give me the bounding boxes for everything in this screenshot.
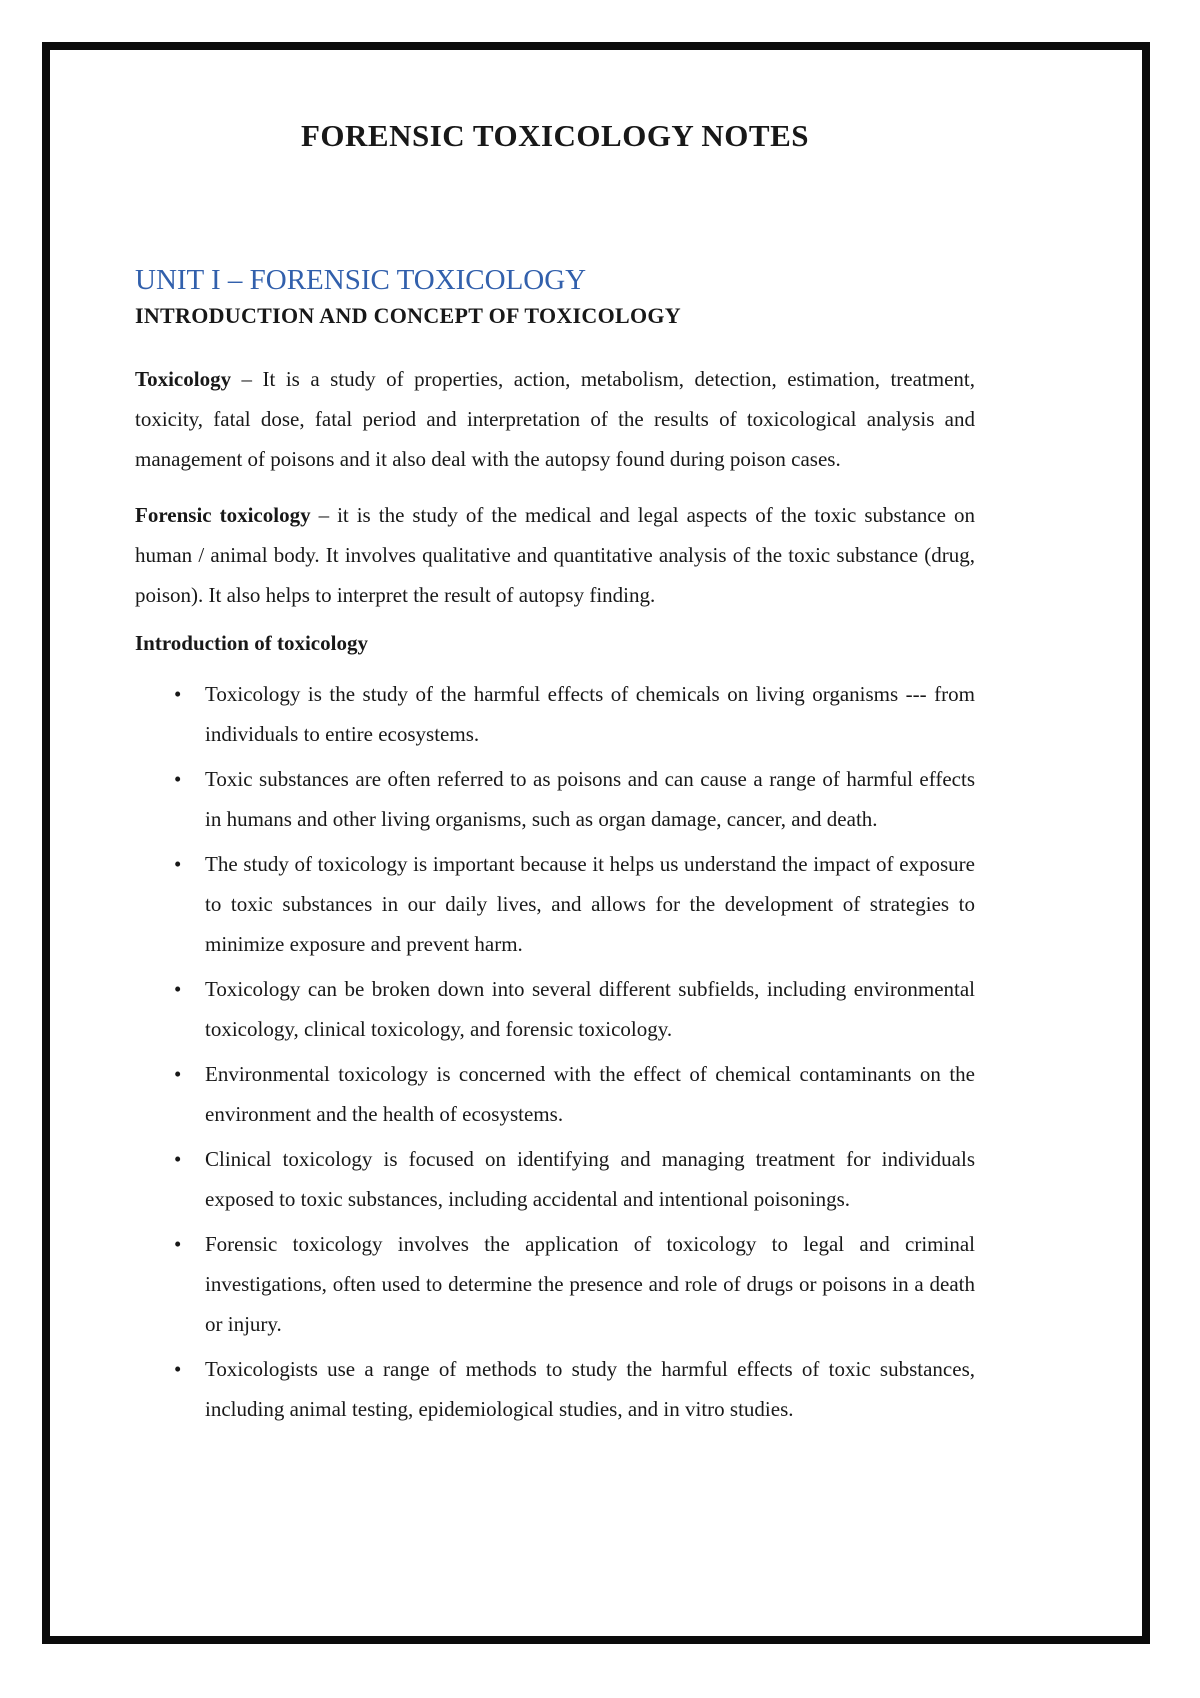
list-item-text: Toxic substances are often referred to as poisons and can cause a range of harmful effects in humans and other living organisms, such as organ damage, cancer, and death. [205,767,975,831]
section-heading-introduction-of-toxicology: Introduction of toxicology [135,631,368,655]
bullet-icon: • [174,1357,182,1381]
bullet-icon: • [174,977,182,1001]
list-item-text: Toxicology can be broken down into several different subfields, including environmental toxicology, clinical toxicology, and forensic toxicology. [205,977,975,1041]
unit-heading: UNIT I – FORENSIC TOXICOLOGY [135,264,587,296]
paragraph-lead-forensic-toxicology: Forensic toxicology [135,503,311,527]
paragraph-forensic-toxicology-definition [135,495,975,615]
bullet-icon: • [174,682,182,706]
bullet-icon: • [174,767,182,791]
list-item-text: Forensic toxicology involves the application of toxicology to legal and criminal investigations, often used to determine the presence and role of drugs or poisons in a death or injury. [205,1232,975,1336]
list-item [174,674,975,754]
document-page [135,118,975,1434]
list-item [174,844,975,964]
paragraph-lead-toxicology: Toxicology [135,367,232,391]
list-item [174,969,975,1049]
list-item [174,1054,975,1134]
paragraph-body-toxicology: – It is a study of properties, action, metabolism, detection, estimation, treatment, toxicity, fatal dose, fatal period and interpretation of the results of toxicological analysis and management of poisons and it also deal with the autopsy found during poison cases. [135,367,975,471]
paragraph-toxicology-definition [135,359,975,479]
paragraph-body-forensic-toxicology: – it is the study of the medical and legal aspects of the toxic substance on human / animal body. It involves qualitative and quantitative analysis of the toxic substance (drug, poison). It also helps to interpret the result of autopsy finding. [135,503,975,607]
list-item [174,759,975,839]
intro-subheading: INTRODUCTION AND CONCEPT OF TOXICOLOGY [135,303,681,328]
list-item-text: Toxicology is the study of the harmful effects of chemicals on living organisms --- from individuals to entire ecosystems. [205,682,975,746]
page-title: FORENSIC TOXICOLOGY NOTES [300,118,810,153]
list-item-text: Clinical toxicology is focused on identifying and managing treatment for individuals exposed to toxic substances, including accidental and intentional poisonings. [205,1147,975,1211]
list-item [174,1349,975,1429]
bullet-list [135,674,975,1429]
bullet-icon: • [174,1147,182,1171]
list-item-text: Environmental toxicology is concerned with the effect of chemical contaminants on the environment and the health of ecosystems. [205,1062,975,1126]
list-item [174,1224,975,1344]
bullet-icon: • [174,1232,182,1256]
bullet-icon: • [174,1062,182,1086]
list-item [174,1139,975,1219]
bullet-icon: • [174,852,182,876]
list-item-text: The study of toxicology is important because it helps us understand the impact of exposure to toxic substances in our daily lives, and allows for the development of strategies to minimize exposure and prevent harm. [205,852,975,956]
list-item-text: Toxicologists use a range of methods to study the harmful effects of toxic substances, including animal testing, epidemiological studies, and in vitro studies. [205,1357,975,1421]
